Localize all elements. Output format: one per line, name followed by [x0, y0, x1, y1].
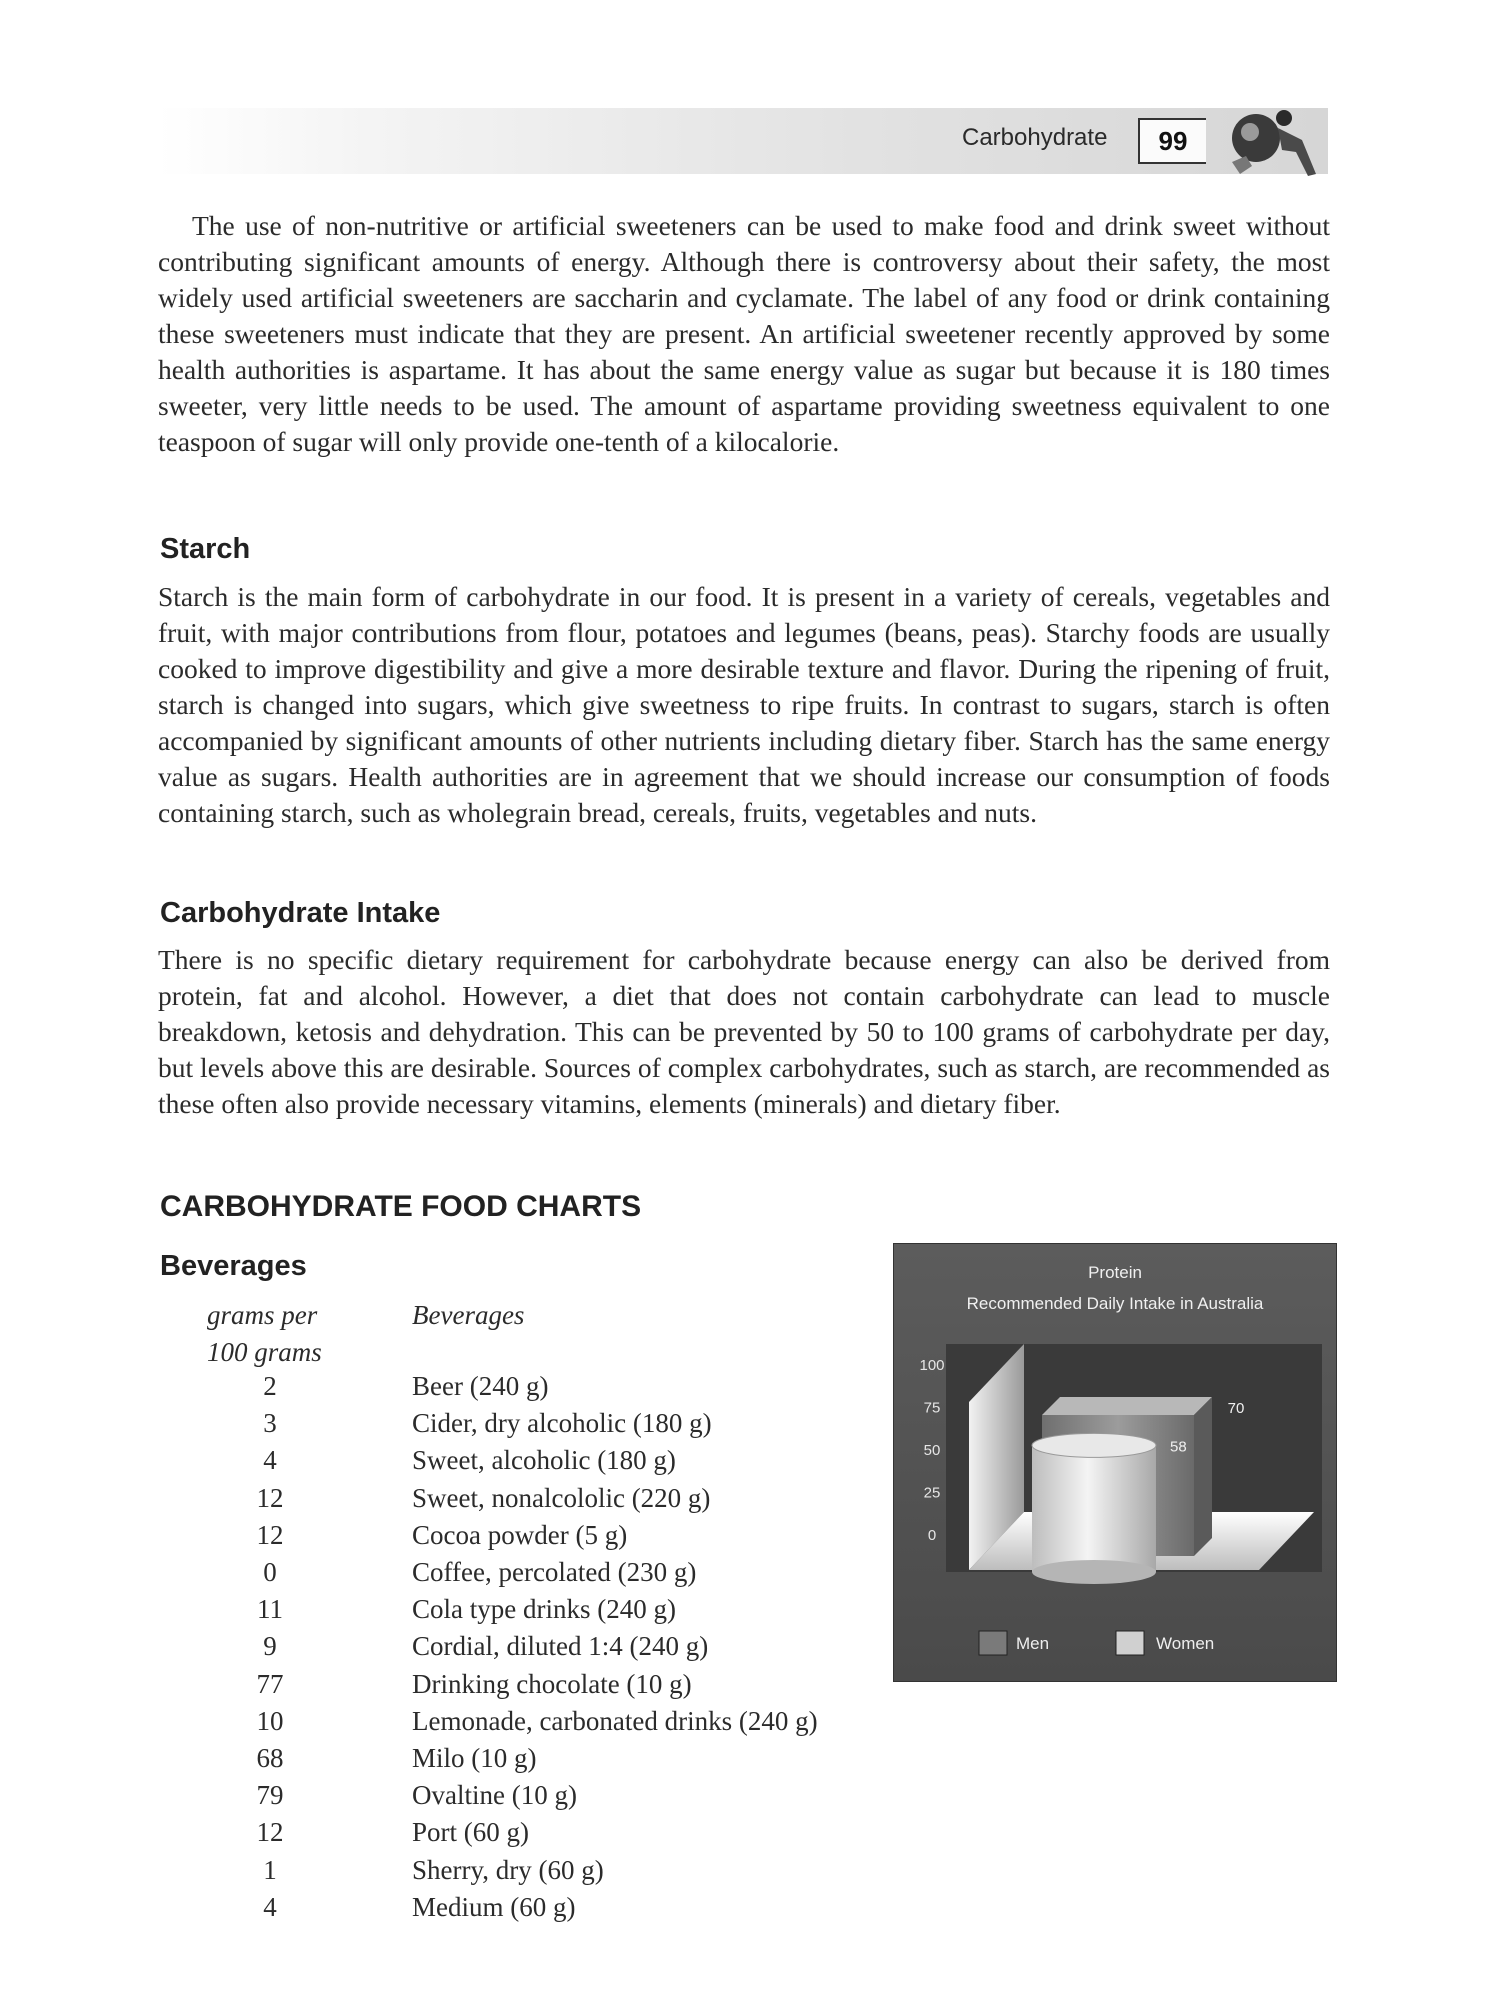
beverage-name: Lemonade, carbonated drinks (240 g): [412, 1705, 818, 1736]
food-charts-heading: CARBOHYDRATE FOOD CHARTS: [160, 1190, 642, 1223]
table-row: [200, 1628, 818, 1665]
grams-value: 68: [256, 1742, 284, 1773]
beverage-name: Cider, dry alcoholic (180 g): [412, 1408, 712, 1439]
grams-value: 79: [256, 1780, 284, 1811]
beverage-name: Sherry, dry (60 g): [412, 1854, 604, 1885]
beverage-name: Drinking chocolate (10 g): [412, 1668, 692, 1699]
chart-subtitle: Recommended Daily Intake in Australia: [966, 1294, 1264, 1313]
grams-value: 3: [263, 1408, 277, 1439]
legend-swatch-men: [979, 1631, 1007, 1655]
table-row: [200, 1889, 818, 1926]
grams-value: 4: [263, 1445, 277, 1476]
grams-value: 2: [263, 1371, 277, 1402]
y-tick-label: 0: [927, 1527, 937, 1544]
beverage-name: Cordial, diluted 1:4 (240 g): [412, 1631, 709, 1662]
y-tick-label: 25: [923, 1484, 941, 1502]
table-row: [200, 1814, 818, 1851]
table-row: [200, 1517, 818, 1554]
bar-men-top: [1042, 1397, 1212, 1415]
grams-value: 9: [263, 1631, 277, 1662]
grams-value: 77: [256, 1668, 284, 1699]
y-tick-label: 75: [923, 1399, 941, 1417]
legend-label-men: Men: [1016, 1634, 1050, 1653]
table-row: [200, 1703, 818, 1740]
grams-value: 12: [256, 1817, 284, 1848]
grams-value: 1: [263, 1854, 277, 1885]
table-row: [200, 1851, 818, 1888]
table-row: [200, 1740, 818, 1777]
bar-women-base: [1032, 1560, 1156, 1584]
beverage-name: Coffee, percolated (230 g): [412, 1557, 697, 1588]
grams-column-header-line2: 100 grams: [207, 1337, 322, 1367]
table-row: [200, 1405, 818, 1442]
beverage-name: Port (60 g): [412, 1817, 529, 1848]
intake-heading: Carbohydrate Intake: [160, 897, 441, 929]
grams-value: 12: [256, 1519, 284, 1550]
grams-value: 4: [263, 1891, 277, 1922]
beverage-name: Ovaltine (10 g): [412, 1780, 577, 1811]
runner-logo-icon: [1212, 100, 1322, 180]
protein-chart: [893, 1243, 1337, 1682]
beverage-name: Beer (240 g): [412, 1371, 549, 1402]
data-label-men: 70: [1227, 1400, 1245, 1417]
beverage-name: Medium (60 g): [412, 1891, 576, 1922]
intro-paragraph: The use of non-nutritive or artificial sweeteners can be used to make food and drink sweet without contributing significant amounts of energy. Although there is controversy about their safety, the most widely used artificial sweeteners are saccharin and cyclamate. The label of any food or drink containing these sweeteners must indicate that they are present. An artificial sweetener recently approved by some health authorities is aspartame. It has about the same energy value as sugar but because it is 180 times sweeter, very little needs to be used. The amount of aspartame providing sweetness equivalent to one teaspoon of sugar will only provide one-tenth of a kilocalorie.: [158, 210, 1330, 457]
table-row: [200, 1554, 818, 1591]
running-header-title: Carbohydrate: [962, 124, 1108, 151]
beverage-name: Cocoa powder (5 g): [412, 1519, 628, 1550]
intake-paragraph: There is no specific dietary requirement for carbohydrate because energy can also be derived from protein, fat and alcohol. However, a diet that does not contain carbohydrate can lead to muscle breakdown, ketosis and dehydration. This can be prevented by 50 to 100 grams of carbohydrate per day, but levels above this are desirable. Sources of complex carbohydrates, such as starch, are recommended as these often also provide necessary vitamins, elements (minerals) and dietary fiber.: [158, 944, 1330, 1119]
legend-swatch-women: [1116, 1631, 1144, 1655]
beverages-subheading: Beverages: [160, 1250, 307, 1282]
starch-heading: Starch: [160, 533, 251, 565]
y-tick-label: 50: [923, 1442, 941, 1459]
bar-men-side: [1194, 1397, 1212, 1556]
table-row: [200, 1480, 818, 1517]
data-label-women: 58: [1170, 1438, 1187, 1456]
grams-value: 10: [256, 1705, 284, 1736]
bar-women-top: [1032, 1433, 1156, 1457]
page-number: 99: [1138, 118, 1206, 164]
beverage-name: Milo (10 g): [412, 1742, 537, 1773]
grams-value: 12: [256, 1482, 284, 1513]
table-row: [200, 1666, 818, 1703]
table-row: [200, 1591, 818, 1628]
protein-chart-svg: [894, 1244, 1336, 1681]
chart-title: Protein: [1088, 1263, 1142, 1282]
table-row: [200, 1368, 818, 1405]
table-row: [200, 1442, 818, 1479]
beverage-name: Sweet, alcoholic (180 g): [412, 1445, 676, 1476]
grams-value: 0: [263, 1557, 277, 1588]
beverages-table: [200, 1368, 818, 1926]
grams-value: 11: [257, 1594, 283, 1625]
beverage-name: Sweet, nonalcololic (220 g): [412, 1482, 711, 1513]
starch-paragraph: Starch is the main form of carbohydrate in our food. It is present in a variety of cereals, vegetables and fruit, with major contributions from flour, potatoes and legumes (beans, peas). Starchy foods are usually cooked to improve digestibility and give a more desirable texture and flavor. During the ripening of fruit, starch is changed into sugars, which give sweetness to ripe fruits. In contrast to sugars, starch is often accompanied by significant amounts of other nutrients including dietary fiber. Starch has the same energy value as sugars. Health authorities are in agreement that we should increase our consumption of foods containing starch, such as wholegrain bread, cereals, fruits, vegetables and nuts.: [158, 581, 1330, 828]
table-row: [200, 1777, 818, 1814]
grams-column-header-line1: grams per: [207, 1300, 318, 1330]
bar-women: [1032, 1445, 1156, 1572]
beverage-name: Cola type drinks (240 g): [412, 1594, 676, 1625]
y-tick-label: 100: [919, 1357, 945, 1374]
legend-label-women: Women: [1156, 1634, 1215, 1653]
beverages-column-header: Beverages: [412, 1300, 525, 1330]
